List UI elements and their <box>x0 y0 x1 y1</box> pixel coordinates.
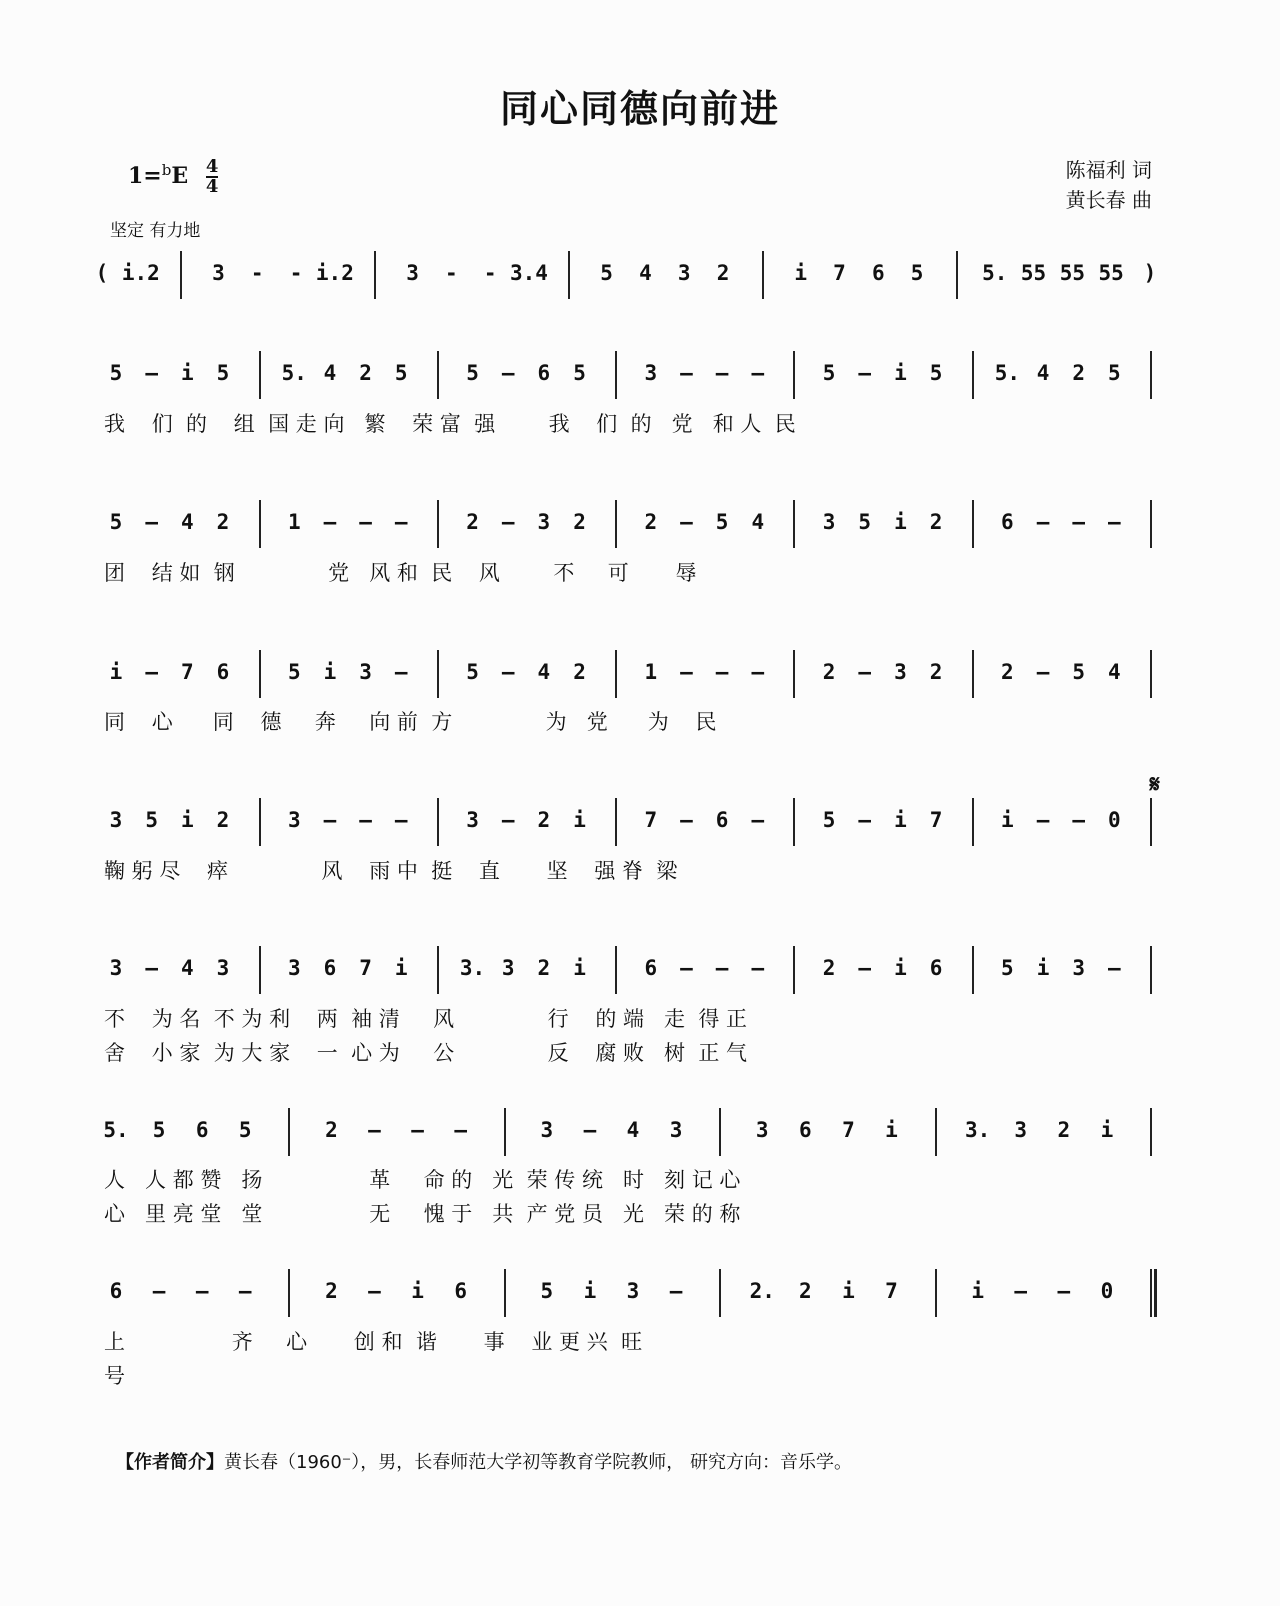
note: i <box>794 261 807 285</box>
bar-line <box>259 946 261 994</box>
note: 5. <box>982 261 1008 285</box>
note: i <box>894 510 907 534</box>
note: i <box>894 808 907 832</box>
note: 6 <box>454 1279 467 1303</box>
note: 4 <box>751 510 765 534</box>
note: 4 <box>1036 361 1050 385</box>
note: i <box>573 808 586 832</box>
bar-line <box>972 500 974 548</box>
note: 6 <box>715 808 729 832</box>
dash-mark: - <box>483 261 497 285</box>
note: 5 <box>822 808 836 832</box>
note: 5 <box>1108 361 1121 385</box>
dash-mark: – <box>1072 808 1086 832</box>
note: 5 <box>238 1118 252 1142</box>
note: 3 <box>109 956 123 980</box>
bar-line <box>1150 650 1152 698</box>
note: i <box>394 956 408 980</box>
note: 6 <box>644 956 658 980</box>
dash-mark: – <box>1108 956 1121 980</box>
bar-line <box>288 1108 290 1156</box>
note: 3 <box>894 660 907 684</box>
note: 5 <box>573 361 586 385</box>
note: 3 <box>677 261 691 285</box>
note: 2 <box>359 361 372 385</box>
bar-line <box>1150 946 1152 994</box>
bar-line <box>972 946 974 994</box>
dash-mark: – <box>1036 660 1050 684</box>
dash-mark: – <box>715 660 729 684</box>
bar-line <box>972 798 974 846</box>
bar-line <box>437 798 439 846</box>
dash-mark: – <box>1014 1279 1028 1303</box>
dash-mark: – <box>751 660 765 684</box>
note: 5 <box>109 510 123 534</box>
bar-line <box>437 650 439 698</box>
dash-mark: – <box>411 1118 424 1142</box>
dash-mark: – <box>368 1279 381 1303</box>
note: 3 <box>1014 1118 1028 1142</box>
bar-line <box>793 351 795 399</box>
dash-mark: – <box>501 361 515 385</box>
key-signature <box>128 158 218 196</box>
bar-line <box>793 798 795 846</box>
note: i <box>1100 1118 1114 1142</box>
dash-mark: – <box>501 510 515 534</box>
bar-line <box>615 500 617 548</box>
note: 2 <box>216 808 230 832</box>
bar-line <box>762 251 764 299</box>
note: 2 <box>716 261 730 285</box>
dash-mark: – <box>323 510 337 534</box>
bar-line <box>504 1108 506 1156</box>
bar-line <box>259 500 261 548</box>
dash-mark: – <box>680 956 693 980</box>
note: 3 <box>1072 956 1086 980</box>
bar-line <box>259 351 261 399</box>
note: 5 <box>858 510 872 534</box>
note: 5 <box>466 660 479 684</box>
lyric-line: 团 结 如 钢 党 风 和 民 风 不 可 辱 <box>104 561 697 585</box>
note: 5 <box>394 361 408 385</box>
note: 3 <box>406 261 419 285</box>
bar-line <box>1150 351 1152 399</box>
note: 7 <box>842 1118 855 1142</box>
note: i <box>842 1279 855 1303</box>
note: i <box>109 660 123 684</box>
note: 0 <box>1108 808 1121 832</box>
note: 6 <box>871 261 885 285</box>
bio-text: 黄长春（1960⁻），男，长春师范大学初等教育学院教师， 研究方向：音乐学。 <box>224 1452 853 1473</box>
dash-mark: – <box>1072 510 1086 534</box>
note: ) <box>1143 261 1157 285</box>
segno-sign: 𝄋 <box>1149 770 1160 798</box>
key-note: E <box>171 163 189 189</box>
dash-mark: – <box>1036 510 1050 534</box>
note: 3 <box>822 510 836 534</box>
note: 5 <box>109 361 123 385</box>
bar-line <box>437 946 439 994</box>
note: 5 <box>1001 956 1014 980</box>
time-top: 4 <box>205 156 219 177</box>
lyric-line: 号 <box>104 1364 125 1388</box>
note: i <box>180 361 194 385</box>
dash-mark: – <box>145 510 158 534</box>
note: 5 <box>540 1279 554 1303</box>
dash-mark: – <box>1108 510 1121 534</box>
note: 2 <box>929 660 943 684</box>
dash-mark: – <box>751 808 765 832</box>
dash-mark: – <box>751 956 765 980</box>
lyric-line: 不 为 名 不 为 利 两 袖 清 风 行 的 端 走 得 正 <box>104 1007 748 1031</box>
note: i <box>573 956 586 980</box>
note: 3 <box>359 660 372 684</box>
dash-mark: – <box>858 660 872 684</box>
note: 2 <box>537 808 551 832</box>
note: 6 <box>929 956 943 980</box>
note: i <box>180 808 194 832</box>
dash-mark: - <box>250 261 264 285</box>
note: 4 <box>323 361 337 385</box>
bio-label: 【作者简介】 <box>116 1452 224 1473</box>
note: 6 <box>109 1279 123 1303</box>
dash-mark: - <box>445 261 458 285</box>
note: 55 <box>1059 261 1086 285</box>
bar-line <box>972 650 974 698</box>
bar-line <box>793 500 795 548</box>
key-prefix: 1= <box>128 163 162 189</box>
note: i <box>885 1118 898 1142</box>
lyric-line: 鞠 躬 尽 瘁 风 雨 中 挺 直 坚 强 脊 梁 <box>104 859 678 883</box>
composer: 黄长春 曲 <box>1065 188 1152 212</box>
note: 2 <box>466 510 479 534</box>
dash-mark: – <box>368 1118 381 1142</box>
bar-line <box>180 251 182 299</box>
note: 3.4 <box>509 261 548 285</box>
note: 7 <box>644 808 658 832</box>
note: 3. <box>459 956 486 980</box>
dash-mark: – <box>583 1118 597 1142</box>
bar-line <box>437 351 439 399</box>
note: 5. <box>103 1118 129 1142</box>
note: i.2 <box>121 261 160 285</box>
note: 4 <box>1108 660 1121 684</box>
bar-line <box>615 798 617 846</box>
note: 6 <box>195 1118 209 1142</box>
note: 2 <box>1057 1118 1071 1142</box>
bar-line <box>793 650 795 698</box>
bar-line <box>259 798 261 846</box>
bar-line <box>1150 1108 1152 1156</box>
lyric-line: 我 们 的 组 国 走 向 繁 荣 富 强 我 们 的 党 和 人 民 <box>104 412 796 436</box>
note: 5 <box>910 261 924 285</box>
dash-mark: - <box>289 261 303 285</box>
note: 2 <box>799 1279 812 1303</box>
note: 3 <box>626 1279 640 1303</box>
lyricist: 陈福利 词 <box>1065 158 1152 182</box>
note: 2 <box>1001 660 1014 684</box>
dash-mark: – <box>454 1118 467 1142</box>
dash-mark: – <box>680 808 693 832</box>
note: 3 <box>109 808 123 832</box>
note: 7 <box>885 1279 898 1303</box>
dash-mark: – <box>152 1279 166 1303</box>
song-title: 同心同德向前进 <box>499 86 780 131</box>
note: i <box>323 660 337 684</box>
bar-line <box>288 1269 290 1317</box>
bar-line <box>1150 798 1152 846</box>
bar-line <box>956 251 958 299</box>
note: 2 <box>573 510 586 534</box>
note: i.2 <box>315 261 354 285</box>
note: 5. <box>281 361 307 385</box>
dash-mark: – <box>680 361 693 385</box>
note: 5 <box>1072 660 1086 684</box>
note: 6 <box>216 660 230 684</box>
note: i <box>894 956 907 980</box>
note: 3 <box>537 510 551 534</box>
bar-line <box>504 1269 506 1317</box>
dash-mark: – <box>1057 1279 1071 1303</box>
bar-line <box>1150 500 1152 548</box>
note: 6 <box>799 1118 812 1142</box>
lyric-line: 舍 小 家 为 大 家 一 心 为 公 反 腐 败 树 正 气 <box>104 1041 748 1065</box>
note: 5 <box>145 808 158 832</box>
bar-line <box>568 251 570 299</box>
dash-mark: – <box>195 1279 209 1303</box>
note: 6 <box>537 361 551 385</box>
note: 1 <box>287 510 301 534</box>
dash-mark: – <box>145 956 158 980</box>
note: 2 <box>644 510 658 534</box>
note: 5. <box>994 361 1021 385</box>
note: 3 <box>644 361 658 385</box>
bar-line <box>719 1108 721 1156</box>
dash-mark: – <box>394 660 408 684</box>
note: 4 <box>180 956 194 980</box>
note: 3. <box>965 1118 991 1142</box>
note: 7 <box>180 660 194 684</box>
note: 4 <box>537 660 551 684</box>
dash-mark: – <box>394 808 408 832</box>
note: i <box>971 1279 984 1303</box>
bar-line <box>615 650 617 698</box>
dash-mark: – <box>858 956 872 980</box>
bar-line <box>259 650 261 698</box>
note: i <box>583 1279 597 1303</box>
dash-mark: – <box>680 510 693 534</box>
note: 5 <box>929 361 943 385</box>
note: 5 <box>466 361 479 385</box>
note: 7 <box>359 956 372 980</box>
bar-line <box>935 1269 937 1317</box>
note: 55 <box>1098 261 1124 285</box>
lyric-line: 同 心 同 德 奔 向 前 方 为 党 为 民 <box>104 710 717 734</box>
time-bottom: 4 <box>205 176 219 197</box>
note: 0 <box>1100 1279 1114 1303</box>
dash-mark: – <box>858 361 872 385</box>
note: 5 <box>822 361 836 385</box>
note: 2 <box>325 1118 338 1142</box>
note: 3 <box>501 956 515 980</box>
dash-mark: – <box>238 1279 252 1303</box>
bar-line <box>972 351 974 399</box>
note: 2 <box>216 510 230 534</box>
dash-mark: – <box>394 510 408 534</box>
dash-mark: – <box>501 808 515 832</box>
note: 5 <box>715 510 729 534</box>
lyric-line: 人 人 都 赞 扬 革 命 的 光 荣 传 统 时 刻 记 心 <box>104 1168 741 1192</box>
dash-mark: – <box>858 808 872 832</box>
dash-mark: – <box>145 660 158 684</box>
note: i <box>894 361 907 385</box>
note: 7 <box>833 261 846 285</box>
note: 2 <box>822 956 836 980</box>
dash-mark: – <box>359 808 372 832</box>
dash-mark: – <box>145 361 158 385</box>
dash-mark: – <box>359 510 372 534</box>
note: 3 <box>669 1118 683 1142</box>
dash-mark: – <box>715 361 729 385</box>
note: 3 <box>466 808 479 832</box>
credits <box>1066 155 1152 215</box>
note: 6 <box>1001 510 1014 534</box>
note: 3 <box>287 808 301 832</box>
bar-line <box>437 500 439 548</box>
note: 2. <box>749 1279 775 1303</box>
note: 3 <box>540 1118 554 1142</box>
note: 7 <box>929 808 943 832</box>
note: 2 <box>537 956 551 980</box>
note: 4 <box>626 1118 640 1142</box>
note: 2 <box>325 1279 338 1303</box>
dash-mark: – <box>323 808 337 832</box>
note: 3 <box>287 956 301 980</box>
note: ( <box>95 261 109 285</box>
bar-line <box>615 351 617 399</box>
note: 6 <box>323 956 337 980</box>
note: 55 <box>1020 261 1047 285</box>
tempo-marking: 坚定 有力地 <box>110 221 201 241</box>
bar-line <box>935 1108 937 1156</box>
bar-line <box>615 946 617 994</box>
dash-mark: – <box>680 660 693 684</box>
note: 5 <box>600 261 613 285</box>
dash-mark: – <box>669 1279 683 1303</box>
author-bio <box>116 1448 852 1474</box>
note: 2 <box>1072 361 1086 385</box>
note: 3 <box>212 261 225 285</box>
time-signature <box>206 158 219 196</box>
lyric-line: 上 齐 心 创 和 谐 事 业 更 兴 旺 <box>104 1330 643 1354</box>
lyric-line: 心 里 亮 堂 堂 无 愧 于 共 产 党 员 光 荣 的 称 <box>104 1202 741 1226</box>
bar-line <box>1150 1269 1157 1317</box>
note: 2 <box>573 660 586 684</box>
bar-line <box>374 251 376 299</box>
dash-mark: – <box>751 361 765 385</box>
note: 4 <box>639 261 652 285</box>
dash-mark: – <box>715 956 729 980</box>
note: 5 <box>152 1118 166 1142</box>
note: 2 <box>929 510 943 534</box>
key-flat: b <box>161 161 172 179</box>
note: 2 <box>822 660 836 684</box>
note: i <box>411 1279 424 1303</box>
note: 5 <box>216 361 230 385</box>
bar-line <box>719 1269 721 1317</box>
note: i <box>1001 808 1014 832</box>
note: 3 <box>755 1118 769 1142</box>
dash-mark: – <box>501 660 515 684</box>
dash-mark: – <box>1036 808 1050 832</box>
note: 5 <box>287 660 301 684</box>
note: 3 <box>216 956 230 980</box>
note: 1 <box>644 660 658 684</box>
bar-line <box>793 946 795 994</box>
note: i <box>1036 956 1050 980</box>
note: 4 <box>180 510 194 534</box>
